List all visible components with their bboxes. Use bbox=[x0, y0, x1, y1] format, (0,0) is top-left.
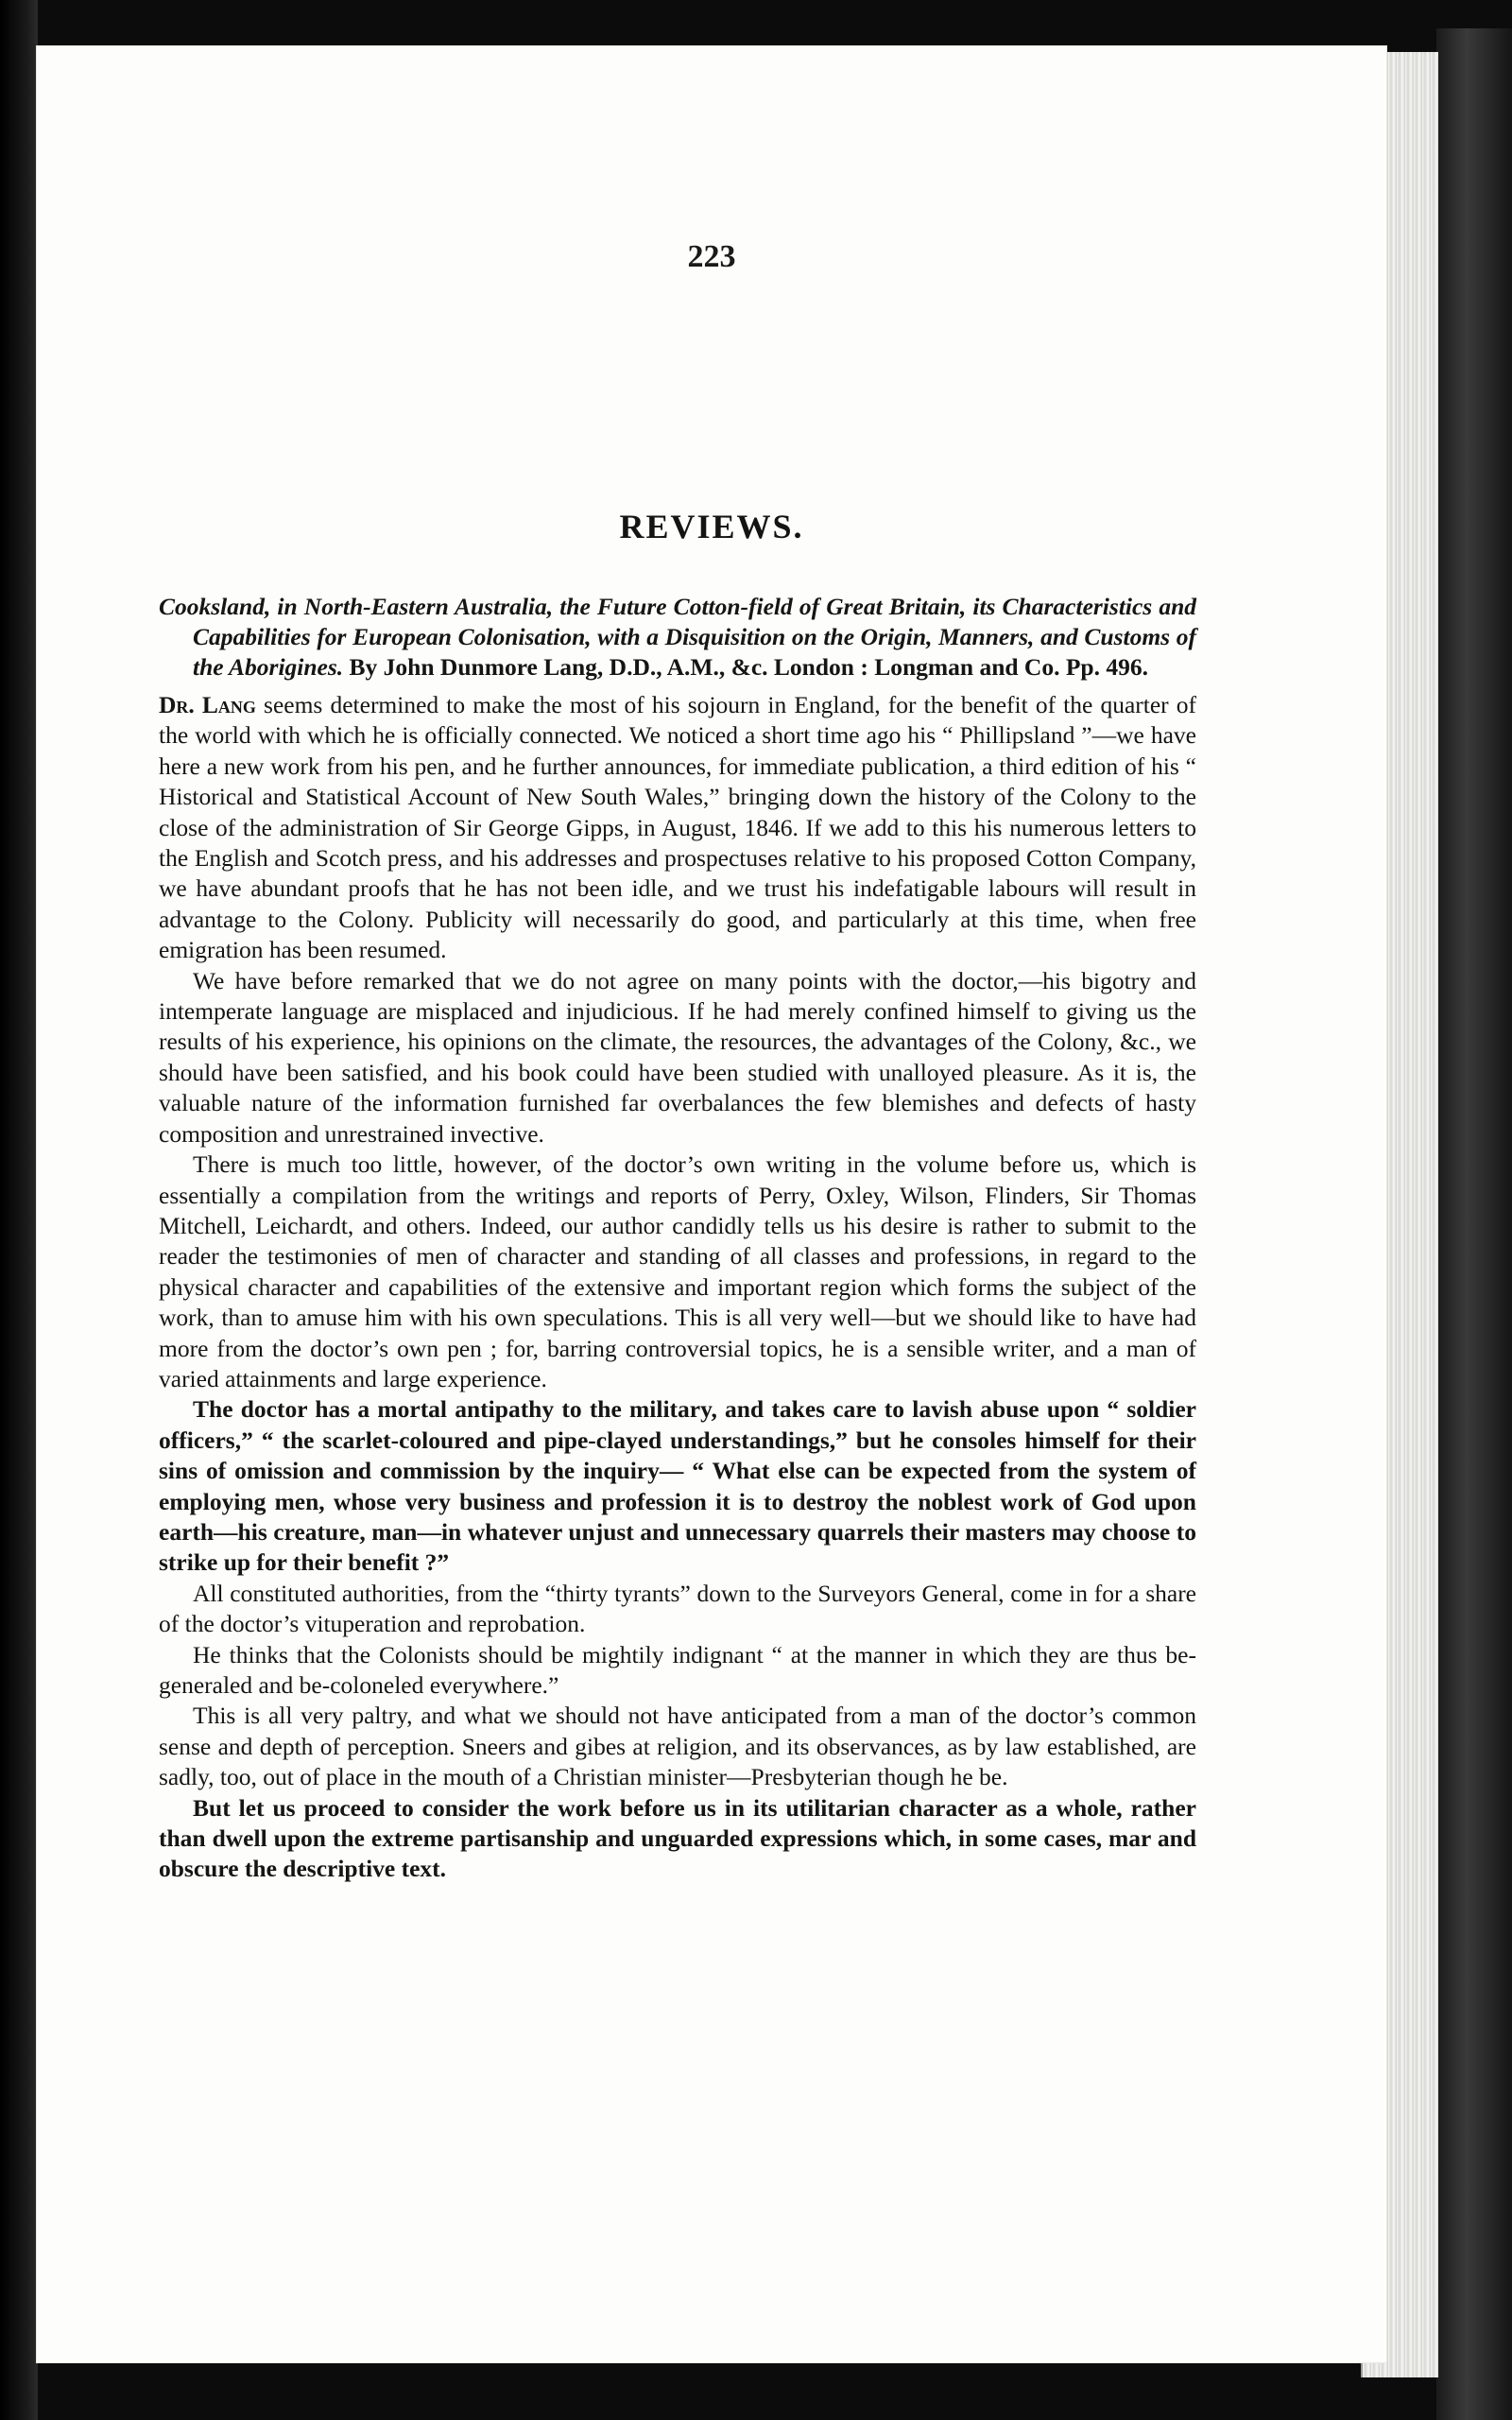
book-citation bbox=[159, 592, 1196, 683]
review-paragraph bbox=[159, 690, 1196, 966]
book-cover-edge bbox=[1436, 28, 1512, 2420]
lead-name: Dr. Lang bbox=[159, 691, 256, 718]
paragraph-text: seems determined to make the most of his sojourn in England, for the benefit of the quarter of the world with which he is officially connected. We noticed a short time ago his “ Phillipsland ”—we have here a new work from his pen, and he further announces, for immediate publication, a third edition of his “ Historical and Statistical Account of New South Wales,” bringing down the history of the Colony to the close of the administration of Sir George Gipps, in August, 1846. If we add to this his numerous letters to the English and Scotch press, and his addresses and prospectuses relative to his proposed Cotton Company, we have abundant proofs that he has not been idle, and we trust his indefatigable labours will result in advantage to the Colony. Publicity will necessarily do good, and particularly at this time, when free emigration has been resumed. bbox=[159, 691, 1196, 964]
review-text bbox=[159, 690, 1196, 1885]
section-heading: REVIEWS. bbox=[619, 508, 804, 545]
page-number: 223 bbox=[687, 239, 736, 274]
review-paragraph: The doctor has a mortal antipathy to the military, and takes care to lavish abuse upon “ soldier officers,” “ the scarlet-coloured and pipe-clayed understandings,” but he consoles himself for their sins of omission and commission by the inquiry— “ What else can be expected from the system of employing men, whose very business and profession it is to destroy the noblest work of God upon earth—his creature, man—in whatever unjust and unnecessary quarrels their masters may choose to strike up for their benefit ?” bbox=[159, 1395, 1196, 1577]
book-page bbox=[36, 45, 1387, 2363]
review-paragraph: He thinks that the Colonists should be mightily indignant “ at the manner in which they are thus be-generaled and be-coloneled everywhere.” bbox=[159, 1640, 1196, 1699]
book-pages: Pp. 496. bbox=[1065, 653, 1148, 681]
book-author: By John Dunmore Lang, D.D., A.M., &c. bbox=[349, 653, 768, 681]
book-title: Cooksland, in North-Eastern Australia, the Future Cotton-field of Great Britain, its Characteristics and Capabilities for European Colonisation, with a Disquisition on the Origin, Manners, and Customs of the Aborigines. bbox=[159, 593, 1196, 681]
review-paragraph: There is much too little, however, of the doctor’s own writing in the volume before us, which is essentially a compilation from the writings and reports of Perry, Oxley, Wilson, Flinders, Sir Thomas Mitchell, Leichardt, and others. Indeed, our author candidly tells us his desire is rather to submit to the reader the testimonies of men of character and standing of all classes and professions, in regard to the physical character and capabilities of the extensive and important region which forms the subject of the work, than to amuse him with his own speculations. This is all very well—but we should like to have had more from the doctor’s own pen ; for, barring controversial topics, he is a sensible writer, and a man of varied attainments and large experience. bbox=[159, 1150, 1196, 1392]
review-paragraph: We have before remarked that we do not agree on many points with the doctor,—his bigotry and intemperate language are misplaced and injudicious. If he had merely confined himself to giving us the results of his experience, his opinions on the climate, the resources, the advantages of the Colony, &c., we should have been satisfied, and his book could have been studied with unalloyed pleasure. As it is, the valuable nature of the information furnished far overbalances the few blemishes and defects of hasty composition and unrestrained invective. bbox=[159, 966, 1196, 1148]
review-body bbox=[159, 592, 1196, 1885]
review-paragraph: All constituted authorities, from the “thirty tyrants” down to the Surveyors General, come in for a share of the doctor’s vituperation and reprobation. bbox=[159, 1579, 1196, 1638]
review-paragraph: But let us proceed to consider the work before us in its utilitarian character as a whole, rather than dwell upon the extreme partisanship and unguarded expressions which, in some cases, mar and obscure the descriptive text. bbox=[159, 1793, 1196, 1883]
book-publisher: London : Longman and Co. bbox=[773, 653, 1060, 681]
review-paragraph: This is all very paltry, and what we should not have anticipated from a man of the doctor’s common sense and depth of perception. Sneers and gibes at religion, and its observances, as by law established, are sadly, too, out of place in the mouth of a Christian minister—Presbyterian though he be. bbox=[159, 1702, 1196, 1791]
scan-dark-margin bbox=[0, 0, 38, 2420]
